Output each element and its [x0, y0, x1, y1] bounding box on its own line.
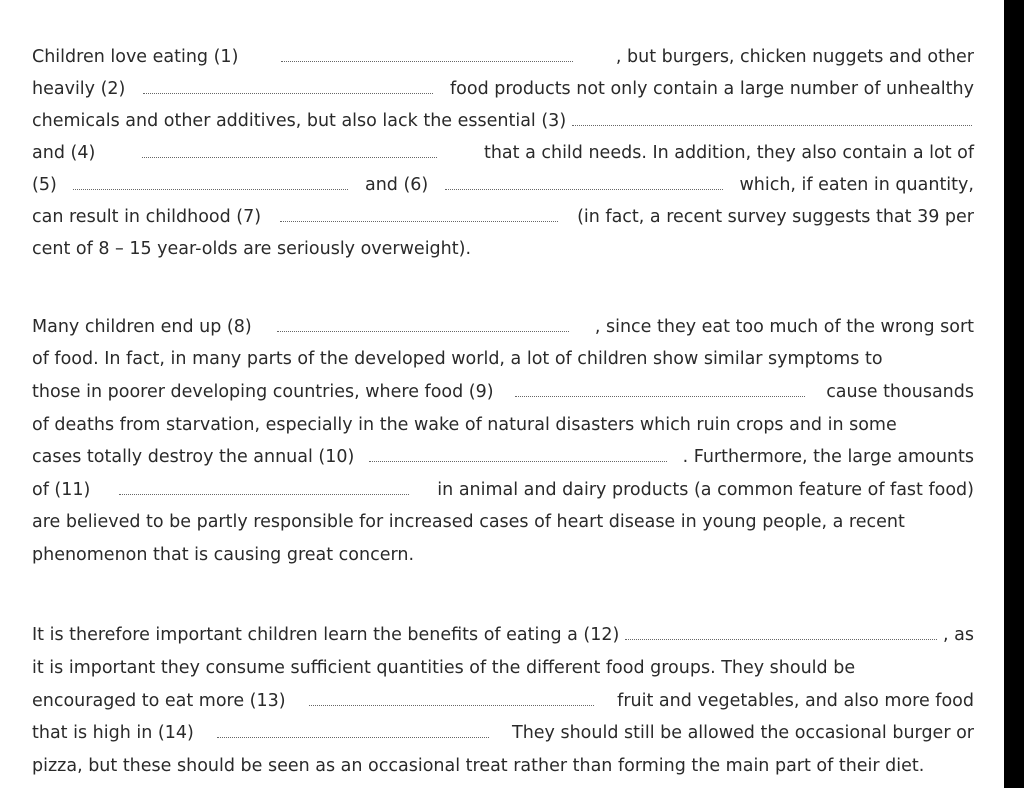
text-line	[32, 138, 974, 168]
text-line	[32, 74, 974, 104]
text-line	[32, 686, 974, 716]
text-line	[32, 312, 974, 342]
answer-blank-7[interactable]	[280, 207, 558, 222]
answer-blank-1[interactable]	[281, 47, 573, 62]
text-segment: , but burgers, chicken nuggets and other	[615, 47, 974, 67]
text-segment: of food. In fact, in many parts of the developed world, a lot of children show similar symptoms to	[32, 349, 883, 369]
text-line	[32, 344, 974, 374]
text-segment: food products not only contain a large number of unhealthy	[450, 79, 974, 99]
text-segment: phenomenon that is causing great concern.	[32, 545, 415, 565]
text-line	[32, 653, 974, 683]
text-segment: cause thousands	[826, 382, 974, 402]
text-line	[32, 170, 974, 200]
text-segment: of deaths from starvation, especially in the wake of natural disasters which ruin crops and in some	[32, 415, 897, 435]
text-segment: are believed to be partly responsible for increased cases of heart disease in young people, a recent	[32, 512, 905, 532]
text-segment: that is high in (14)	[32, 723, 194, 743]
text-segment: (in fact, a recent survey suggests that 39 per	[577, 207, 974, 227]
answer-blank-5[interactable]	[73, 175, 348, 190]
answer-blank-4[interactable]	[142, 143, 437, 158]
text-segment: and (6)	[364, 175, 429, 195]
text-line	[32, 718, 974, 748]
text-line	[32, 442, 974, 472]
text-line	[32, 751, 974, 781]
text-line	[32, 620, 974, 650]
text-segment: Many children end up (8)	[32, 317, 252, 337]
text-line	[32, 410, 974, 440]
text-segment: They should still be allowed the occasional burger or	[512, 723, 974, 743]
text-segment: which, if eaten in quantity,	[739, 175, 974, 195]
text-line	[32, 540, 974, 570]
text-segment: that a child needs. In addition, they also contain a lot of	[483, 143, 974, 163]
text-segment: chemicals and other additives, but also lack the essential (3)	[32, 111, 567, 131]
text-segment: and (4)	[32, 143, 96, 163]
text-segment: It is therefore important children learn the benefits of eating a (12)	[32, 625, 620, 645]
answer-blank-8[interactable]	[277, 317, 569, 332]
text-segment: cases totally destroy the annual (10)	[32, 447, 355, 467]
answer-blank-9[interactable]	[515, 382, 805, 397]
text-segment: heavily (2)	[32, 79, 126, 99]
text-line	[32, 377, 974, 407]
answer-blank-2[interactable]	[143, 79, 433, 94]
answer-blank-3[interactable]	[572, 111, 972, 126]
answer-blank-6[interactable]	[445, 175, 723, 190]
text-line	[32, 475, 974, 505]
answer-blank-11[interactable]	[119, 480, 409, 495]
text-segment: Children love eating (1)	[32, 47, 239, 67]
text-line	[32, 202, 974, 232]
text-segment: encouraged to eat more (13)	[32, 691, 286, 711]
text-segment: , as	[943, 625, 974, 645]
text-segment: in animal and dairy products (a common feature of fast food)	[437, 480, 974, 500]
text-segment: (5)	[32, 175, 57, 195]
text-segment: it is important they consume sufficient quantities of the different food groups. They should be	[32, 658, 856, 678]
text-segment: , since they eat too much of the wrong sort	[594, 317, 974, 337]
answer-blank-10[interactable]	[369, 447, 667, 462]
text-segment: pizza, but these should be seen as an occasional treat rather than forming the main part of their diet.	[32, 756, 925, 776]
text-segment: of (11)	[32, 480, 91, 500]
text-segment: can result in childhood (7)	[32, 207, 262, 227]
text-line	[32, 234, 974, 264]
answer-blank-14[interactable]	[217, 723, 489, 738]
answer-blank-13[interactable]	[309, 691, 594, 706]
text-segment: . Furthermore, the large amounts	[682, 447, 974, 467]
text-segment: those in poorer developing countries, where food (9)	[32, 382, 494, 402]
text-segment: fruit and vegetables, and also more food	[617, 691, 974, 711]
text-segment: cent of 8 – 15 year-olds are seriously overweight).	[32, 239, 472, 259]
text-line	[32, 42, 974, 72]
answer-blank-12[interactable]	[625, 625, 937, 640]
text-line	[32, 106, 974, 136]
text-line	[32, 507, 974, 537]
